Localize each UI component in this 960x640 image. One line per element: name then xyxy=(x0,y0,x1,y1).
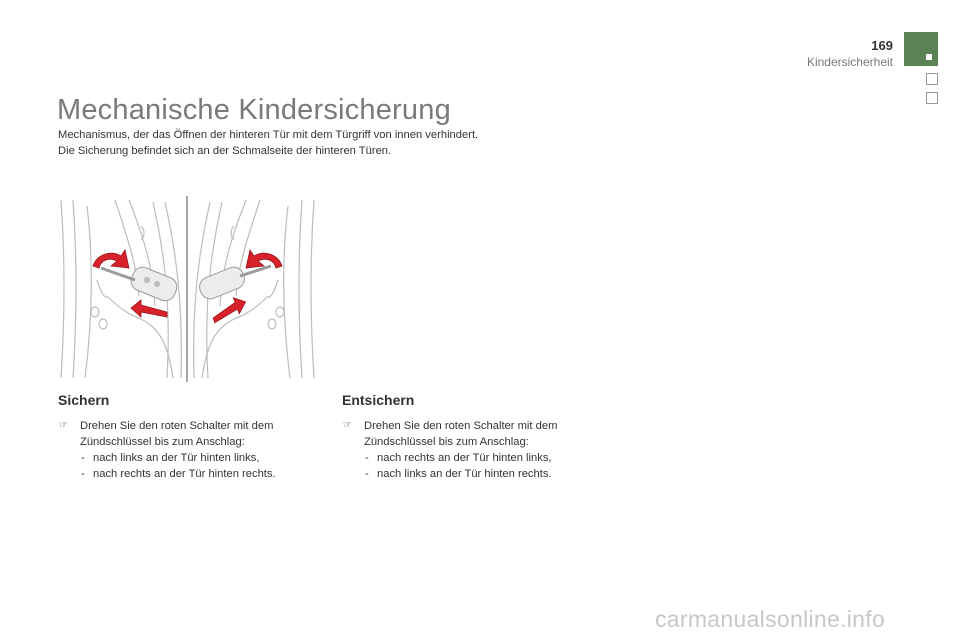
section-tab[interactable] xyxy=(904,32,938,66)
tab-marker-icon xyxy=(926,54,932,60)
unlock-instruction-text: Drehen Sie den roten Schalter mit dem Zündschlüssel bis zum Anschlag: xyxy=(364,420,558,448)
unlock-list xyxy=(364,450,592,482)
list-item: - nach links an der Tür hinten rechts. xyxy=(364,466,592,482)
list-item: - nach rechts an der Tür hinten rechts. xyxy=(80,466,308,482)
pointing-hand-icon: ☞ xyxy=(59,420,68,431)
watermark[interactable]: carmanualsonline.info xyxy=(655,606,886,632)
lock-list xyxy=(80,450,308,482)
unlock-section xyxy=(342,392,592,482)
lock-section xyxy=(58,392,308,482)
section-box-1[interactable] xyxy=(926,73,938,85)
lock-heading: Sichern xyxy=(58,392,110,408)
list-item: - nach links an der Tür hinten links, xyxy=(80,450,308,466)
page-title: Mechanische Kindersicherung xyxy=(57,94,451,126)
section-box-2[interactable] xyxy=(926,92,938,104)
door-edge-drawing xyxy=(57,196,318,382)
lock-instruction-text: Drehen Sie den roten Schalter mit dem Zündschlüssel bis zum Anschlag: xyxy=(80,420,274,448)
pointing-hand-icon: ☞ xyxy=(343,420,352,431)
list-item: - nach rechts an der Tür hinten links, xyxy=(364,450,592,466)
lock-instruction xyxy=(58,418,308,482)
intro-line-2: Die Sicherung befindet sich an der Schmalseite der hinteren Türen. xyxy=(58,145,392,157)
page-number: 169 xyxy=(871,38,893,53)
unlock-instruction xyxy=(342,418,592,482)
child-lock-illustration xyxy=(57,196,318,382)
unlock-heading: Entsichern xyxy=(342,392,415,408)
intro-line-1: Mechanismus, der das Öffnen der hinteren Tür mit dem Türgriff von innen verhindert. xyxy=(58,129,479,141)
section-name: Kindersicherheit xyxy=(806,55,893,69)
intro-text xyxy=(58,127,578,159)
